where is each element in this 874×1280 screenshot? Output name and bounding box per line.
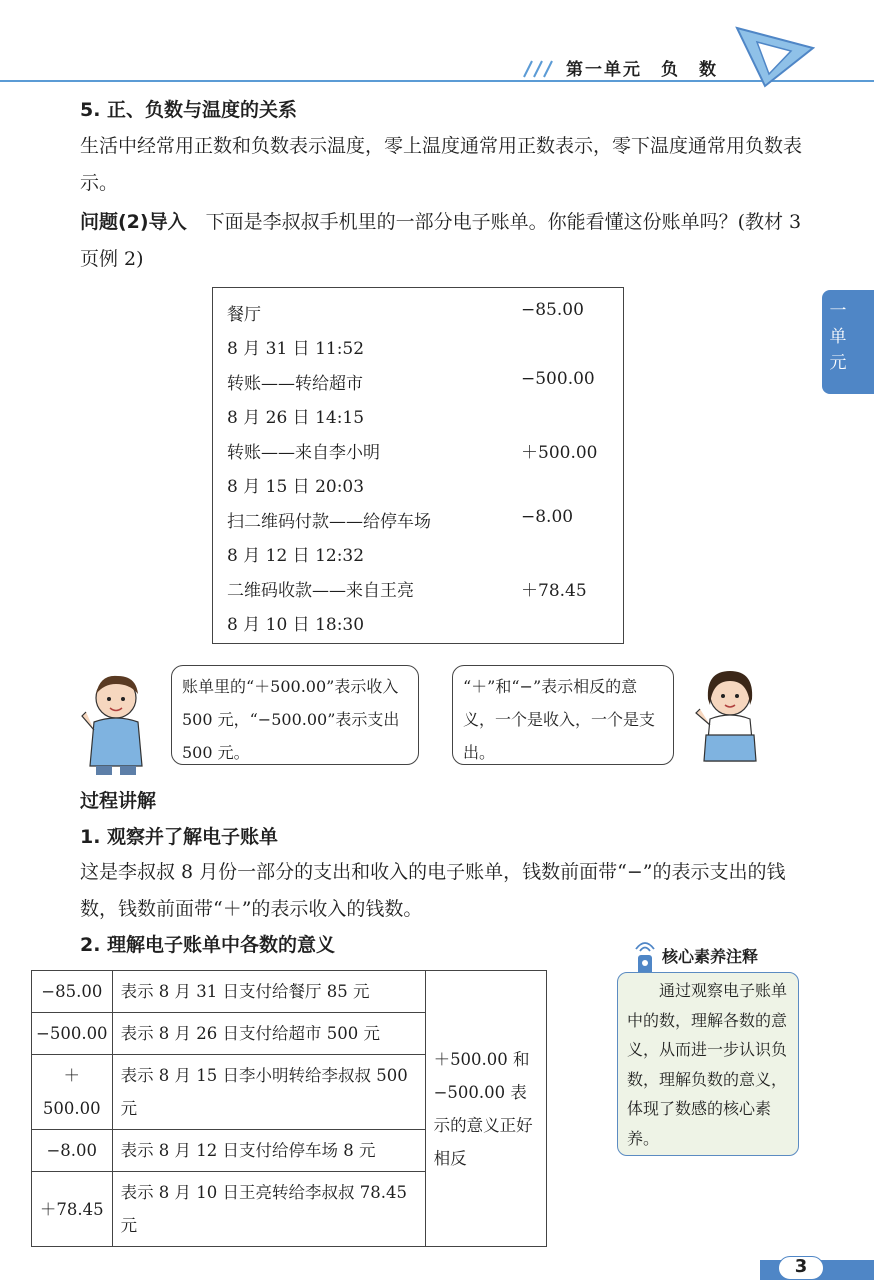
bill-entry-name: 二维码收款——来自王亮 [227,581,414,601]
section-paragraph: 生活中经常用正数和负数表示温度，零上温度通常用正数表示，零下温度通常用负数表示。 [80,135,803,194]
e-bill-box [212,287,624,644]
question-label: 问题(2)导入 [80,211,187,233]
unit-side-tab-label [828,298,848,376]
meaning-table [31,970,547,1247]
question-intro [80,204,805,278]
table-cell-meaning: 表示 8 月 31 日支付给餐厅 85 元 [112,971,425,1013]
bill-entry-amount: ＋78.45 [521,581,587,601]
step2-heading: 2. 理解电子账单中各数的意义 [80,934,336,956]
bill-entry-time: 8 月 15 日 20:03 [227,477,365,497]
bill-entry-name: 转账——来自李小明 [227,443,380,463]
boy-speech-bubble: 账单里的“＋500.00”表示收入 500 元，“−500.00”表示支出 500 元。 [171,665,419,765]
bill-entry-time: 8 月 12 日 12:32 [227,546,365,566]
side-tab-char: 元 [829,353,847,373]
process-heading: 过程讲解 [80,790,157,812]
table-cell-meaning: 表示 8 月 26 日支付给超市 500 元 [112,1013,425,1055]
bill-entry-name: 餐厅 [227,305,261,325]
bill-entry-time: 8 月 26 日 14:15 [227,408,365,428]
header-title: 第一单元 负 数 [566,60,718,80]
table-cell-meaning: 表示 8 月 12 日支付给停车场 8 元 [112,1130,425,1172]
bill-entry-amount: ＋500.00 [521,443,598,463]
table-cell-amount: ＋500.00 [32,1055,113,1130]
bill-entry-name: 扫二维码付款——给停车场 [227,512,431,532]
girl-speech-bubble: “＋”和“−”表示相反的意义，一个是收入，一个是支出。 [452,665,674,765]
boy-illustration [76,670,156,775]
set-square-icon [735,18,815,88]
step1-heading: 1. 观察并了解电子账单 [80,826,279,848]
core-note-text: 通过观察电子账单中的数，理解各数的意义，从而进一步认识负数，理解负数的意义，体现了数感的核心素养。 [627,981,788,1148]
side-tab-char: 单 [829,327,847,347]
table-cell-amount: −500.00 [32,1013,113,1055]
table-cell-amount: ＋78.45 [32,1172,113,1247]
bill-entry-amount: −8.00 [521,507,574,527]
bill-entry-amount: −85.00 [521,300,584,320]
core-note-heading: 核心素养注释 [662,947,759,966]
header-stripes [520,60,560,78]
step1-paragraph: 这是李叔叔 8 月份一部分的支出和收入的电子账单，钱数前面带“−”的表示支出的钱数，钱数前面带“＋”的表示收入的钱数。 [80,861,786,920]
table-cell-meaning: 表示 8 月 15 日李小明转给李叔叔 500 元 [112,1055,425,1130]
table-row [32,971,547,1013]
bill-entry-name: 转账——转给超市 [227,374,363,394]
girl-illustration [690,665,770,770]
table-cell-amount: −85.00 [32,971,113,1013]
section-heading: 5. 正、负数与温度的关系 [80,99,298,121]
question-text: 下面是李叔叔手机里的一部分电子账单。你能看懂这份账单吗？(教材 3 页例 2) [80,211,802,270]
signal-tower-icon [630,937,660,977]
side-tab-char: 一 [829,301,847,321]
table-cell-meaning: 表示 8 月 10 日王亮转给李叔叔 78.45 元 [112,1172,425,1247]
bill-entry-amount: −500.00 [521,369,595,389]
page-number: 3 [794,1256,808,1277]
table-cell-amount: −8.00 [32,1130,113,1172]
bill-entry-time: 8 月 31 日 11:52 [227,339,365,359]
table-cell-note: ＋500.00 和 −500.00 表示的意义正好相反 [425,971,546,1247]
bill-entry-time: 8 月 10 日 18:30 [227,615,365,635]
